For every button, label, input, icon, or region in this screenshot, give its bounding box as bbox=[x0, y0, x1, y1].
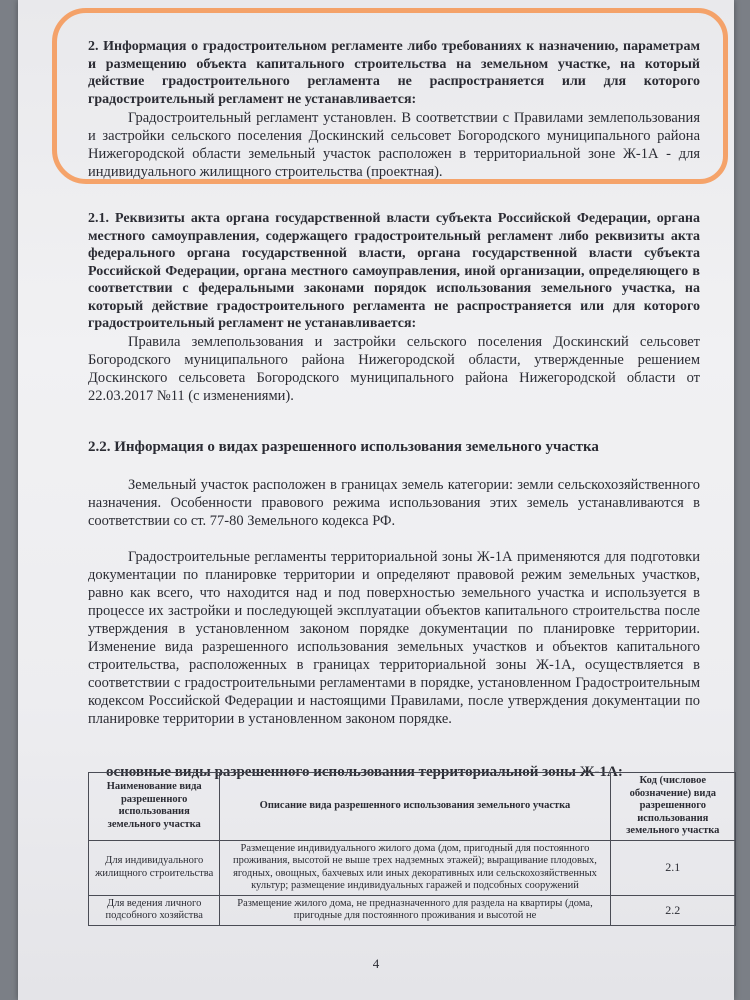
document-page bbox=[18, 0, 734, 1000]
section-2 bbox=[88, 38, 700, 181]
header-name: Наименование вида разрешенного использования земельного участка bbox=[89, 773, 220, 841]
row-description: Размещение индивидуального жилого дома (дом, пригодный для постоянного проживания, высотой не выше трех надземных этажей); выращивание плодовых, ягодных, овощных, бахчевых или иных декоративных или сельскохозяйственных культур; размещение индивидуальных гаражей и подсобных сооружений bbox=[220, 840, 610, 895]
table-row bbox=[89, 840, 736, 895]
section-2-1 bbox=[88, 210, 700, 405]
table-row bbox=[89, 895, 736, 925]
section-2-1-heading: 2.1. Реквизиты акта органа государственной власти субъекта Российской Федерации, органа местного самоуправления, содержащего градостроительный регламент либо реквизиты акта федерального органа государственной власти, органа государственной власти субъекта Российской Федерации, органа местного самоуправления, иной организации, определяющего в соответствии с федеральными законами порядок использования земельного участка, на который действие градостроительного регламента не распространяется или для которого градостроительный регламент не устанавливается: bbox=[88, 211, 700, 331]
section-2-heading: 2. Информация о градостроительном регламенте либо требованиях к назначению, параметрам и размещению объекта капитального строительства на земельном участке, на который действие градостроительного регламента не распространяется или для которого градостроительный регламент не устанавливается: bbox=[88, 39, 700, 107]
row-name: Для индивидуального жилищного строительства bbox=[89, 840, 220, 895]
row-name: Для ведения личного подсобного хозяйства bbox=[89, 895, 220, 925]
table-title: основные виды разрешенного использования территориальной зоны Ж-1А: bbox=[106, 764, 623, 780]
land-category-paragraph: Земельный участок расположен в границах земель категории: земли сельскохозяйственного назначения. Особенности правового режима использования этих земель устанавливаются в соответствии со ст. 77-80 Земельного кодекса РФ. bbox=[88, 477, 700, 529]
section-2-1-text: Правила землепользования и застройки сельского поселения Доскинский сельсовет Богородского муниципального района Нижегородской области, утвержденные решением Доскинского сельсовета Богородского муниципального района Нижегородской области от 22.03.2017 №11 (с изменениями). bbox=[88, 333, 700, 404]
permitted-uses-table bbox=[88, 772, 736, 926]
page-number: 4 bbox=[372, 956, 380, 971]
row-description: Размещение жилого дома, не предназначенного для раздела на квартиры (дома, пригодные для постоянного проживания и высотой не bbox=[220, 895, 610, 925]
section-2-text: Градостроительный регламент установлен. В соответствии с Правилами землепользования и застройки сельского поселения Доскинский сельсовет Богородского муниципального района Нижегородской области земельный участок расположен в территориальной зоне Ж-1А - для индивидуального жилищного строительства (проектная). bbox=[88, 110, 700, 180]
header-description: Описание вида разрешенного использования земельного участка bbox=[220, 773, 610, 841]
header-code: Код (числовое обозначение) вида разрешенного использования земельного участка bbox=[610, 773, 735, 841]
table-header-row bbox=[89, 773, 736, 841]
section-2-2-heading: 2.2. Информация о видах разрешенного использования земельного участка bbox=[88, 439, 599, 455]
row-code: 2.2 bbox=[610, 895, 735, 925]
regulation-paragraph: Градостроительные регламенты территориальной зоны Ж-1А применяются для подготовки документации по планировке территории и определяют правовой режим земельных участков, равно как всего, что находится над и под поверхностью земельного участка и используется в процессе их застройки и последующей эксплуатации объектов капитального строительства после утверждения в установленном законом порядке документации по планировке территории. Изменение вида разрешенного использования земельных участков и объектов капитального строительства, расположенных в границах территориальной зоны Ж-1А, осуществляется в соответствии с градостроительными регламентами в порядке, установленном Градостроительным кодексом Российской Федерации и настоящими Правилами, после утверждения документации по планировке территории в установленном законом порядке. bbox=[88, 549, 700, 727]
row-code: 2.1 bbox=[610, 840, 735, 895]
